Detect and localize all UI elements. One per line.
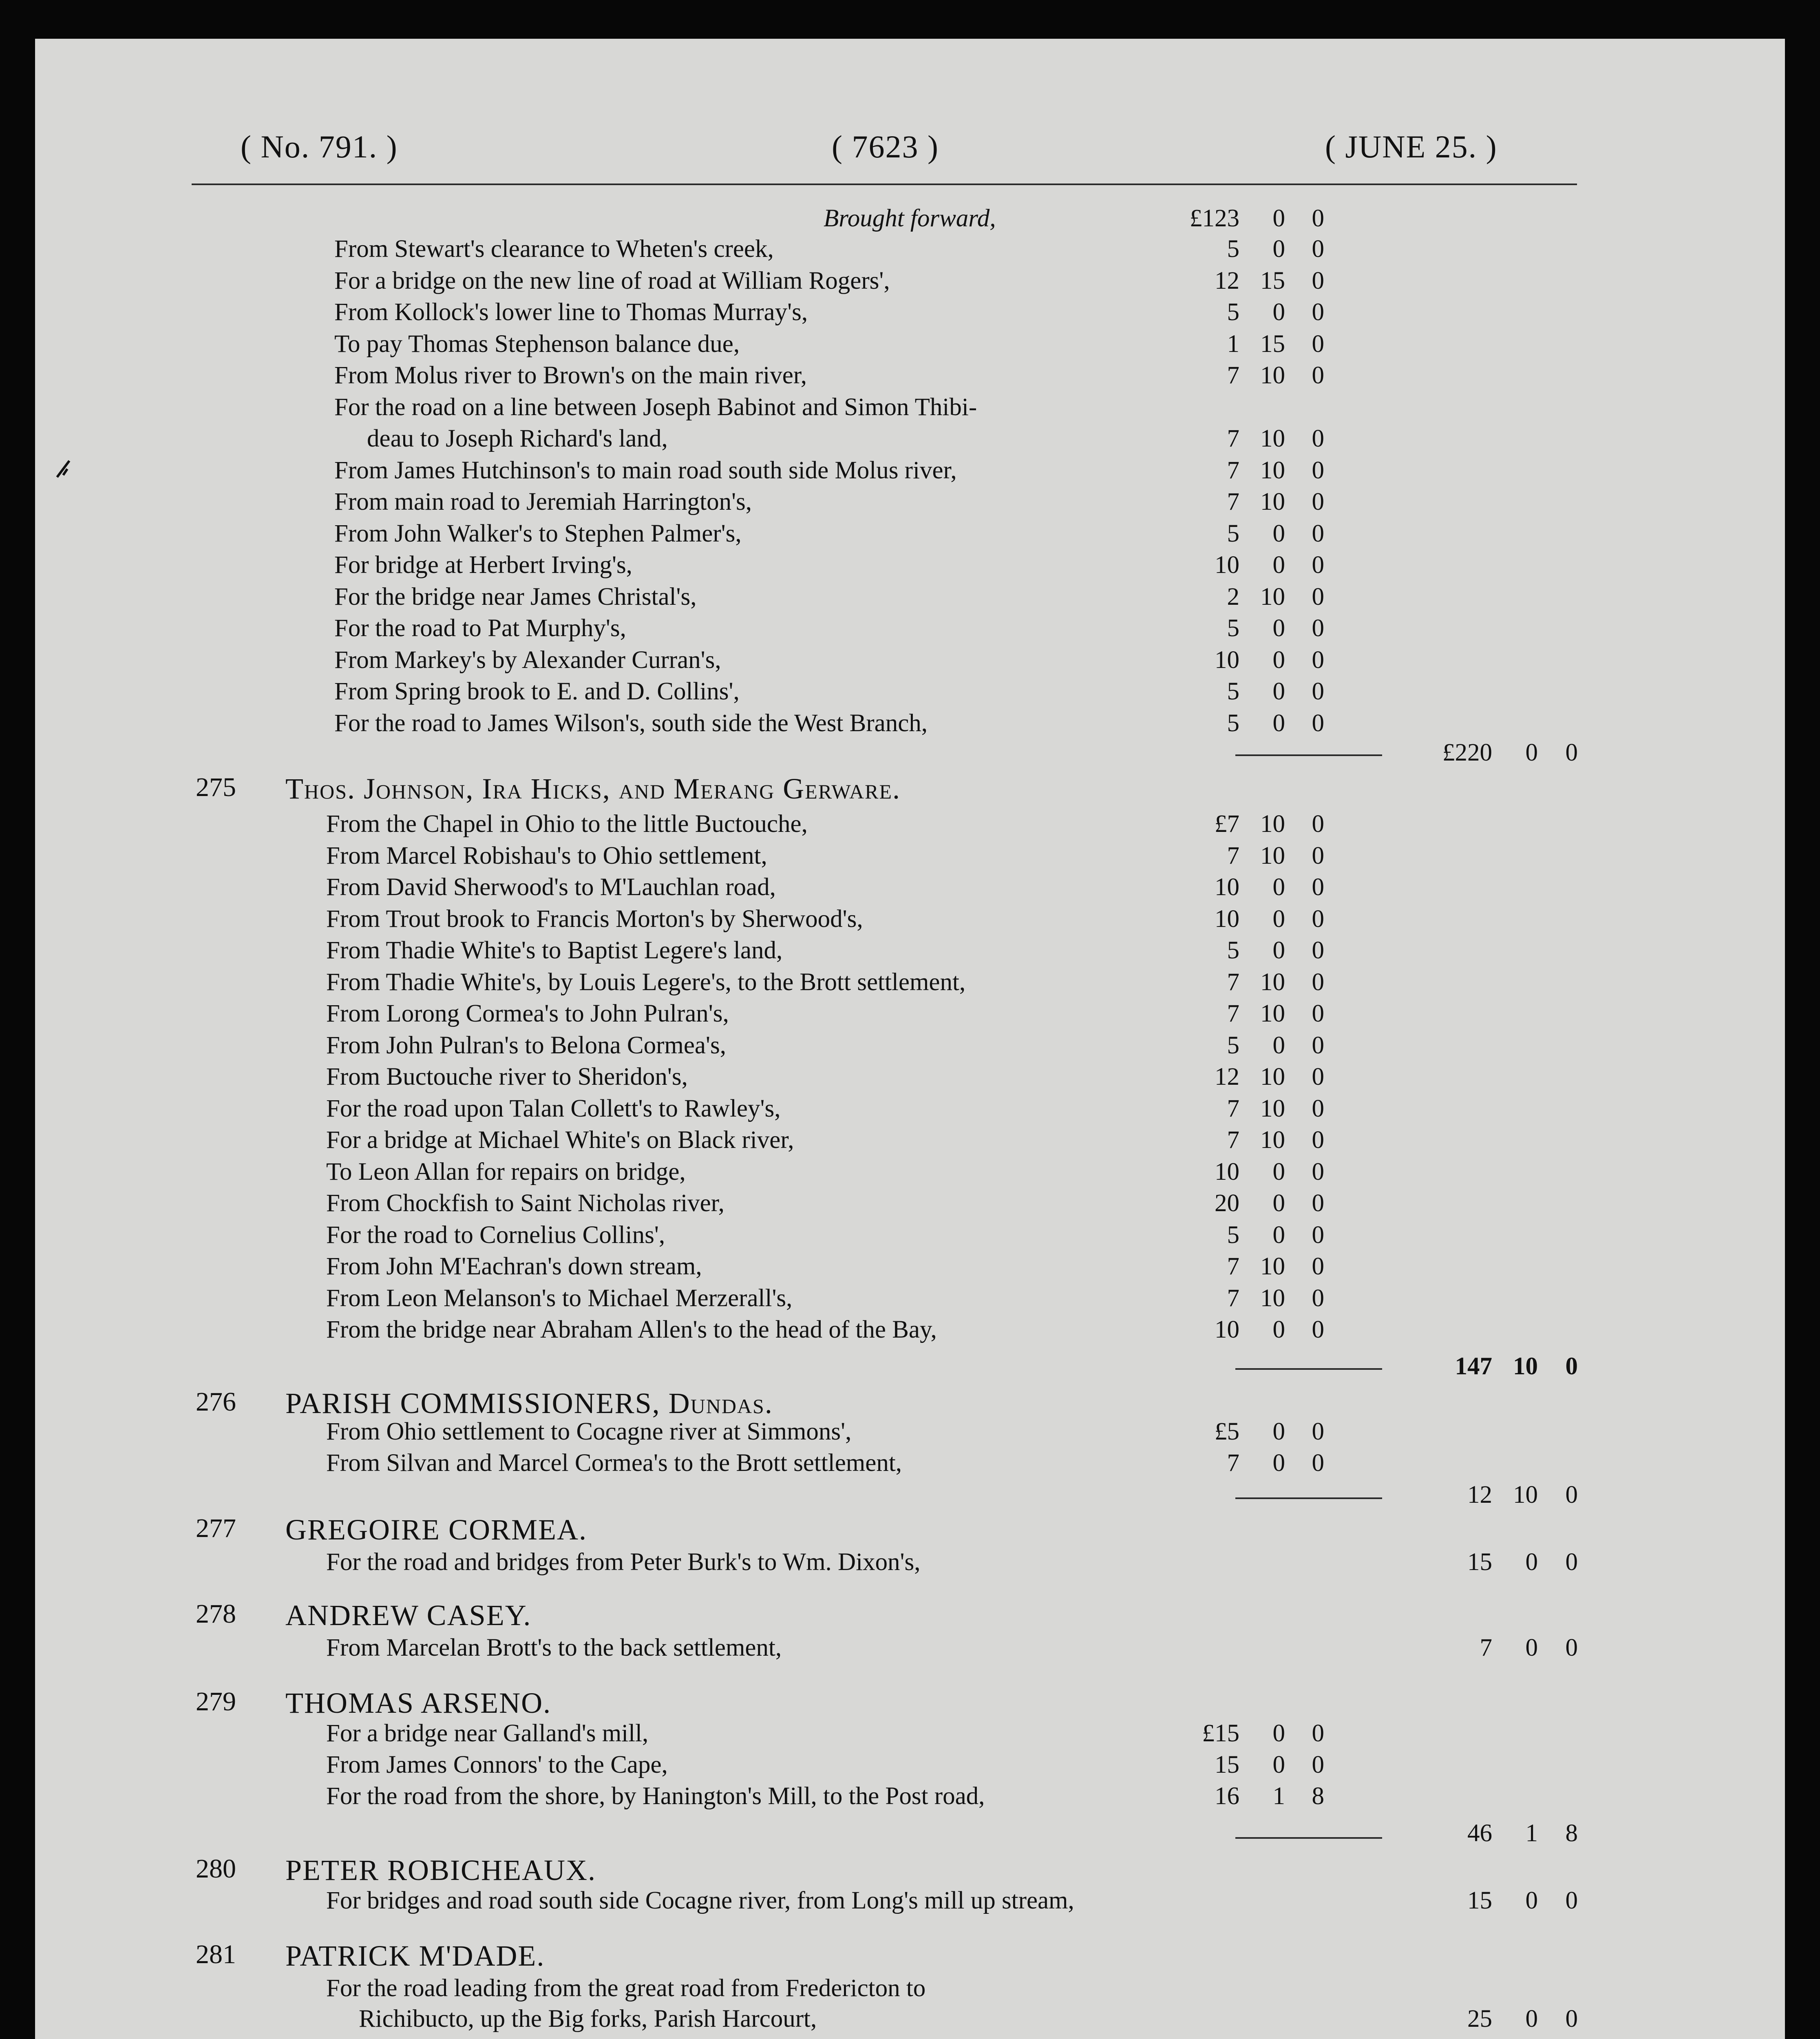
block1_lines-line-pence: 0 xyxy=(1312,488,1324,515)
block2-total-shillings: 10 xyxy=(1513,1353,1538,1380)
block2_lines-line-shillings: 10 xyxy=(1260,842,1285,869)
block2_lines-line-pence: 0 xyxy=(1312,937,1324,964)
entry-280-number: 280 xyxy=(196,1854,236,1884)
block4-total-pence: 8 xyxy=(1565,1820,1578,1847)
block2_lines-line-pence: 0 xyxy=(1312,810,1324,838)
block1_lines-line-pence: 0 xyxy=(1312,456,1324,484)
block1_lines-line-shillings: 10 xyxy=(1260,456,1285,484)
block4_lines-line-pounds: 16 xyxy=(1215,1782,1239,1810)
block1_lines-line-shillings: 0 xyxy=(1272,709,1285,737)
block2_lines-line-pence: 0 xyxy=(1312,905,1324,933)
block4-total-pounds: 46 xyxy=(1467,1820,1492,1847)
entry-281-text-cont: Richibucto, up the Big forks, Parish Harcourt, xyxy=(359,2005,817,2032)
block1_lines-line-shillings: 15 xyxy=(1260,267,1285,294)
brought-forward-pounds: £123 xyxy=(1190,205,1239,232)
block3_lines-line-pence: 0 xyxy=(1312,1418,1324,1445)
block2_lines-line-shillings: 10 xyxy=(1260,1253,1285,1280)
block3_lines-line-shillings: 0 xyxy=(1272,1418,1285,1445)
entry-276-name-main: PARISH COMMISSIONERS, xyxy=(285,1387,660,1420)
block4_lines-line-text: From James Connors' to the Cape, xyxy=(326,1751,668,1778)
brought-forward-label: Brought forward, xyxy=(824,205,996,232)
block4_lines-line-text: For the road from the shore, by Hanington's Mill, to the Post road, xyxy=(326,1782,985,1810)
block2_lines-line-pence: 0 xyxy=(1312,1063,1324,1090)
block4-total-rule xyxy=(1235,1837,1382,1839)
block2_lines-line-pence: 0 xyxy=(1312,1253,1324,1280)
block1_lines-line-text: For a bridge on the new line of road at William Rogers', xyxy=(334,267,890,294)
block2_lines-line-pounds: 12 xyxy=(1215,1063,1239,1090)
block2_lines-line-shillings: 0 xyxy=(1272,905,1285,933)
entry-281-shillings: 0 xyxy=(1525,2005,1538,2032)
block3-total-pounds: 12 xyxy=(1467,1481,1492,1508)
block2_lines-line-text: From John M'Eachran's down stream, xyxy=(326,1253,702,1280)
block4-total-shillings: 1 xyxy=(1525,1820,1538,1847)
block2_lines-line-text: From John Pulran's to Belona Cormea's, xyxy=(326,1031,726,1059)
block1_lines-line-pence: 0 xyxy=(1312,615,1324,642)
entry-277-pence: 0 xyxy=(1565,1548,1578,1576)
block2_lines-line-text: From Thadie White's to Baptist Legere's land, xyxy=(326,937,783,964)
document-page xyxy=(35,39,1785,2039)
block1_lines-line-shillings: 0 xyxy=(1272,299,1285,326)
block4_lines-line-pence: 0 xyxy=(1312,1720,1324,1747)
block2_lines-line-text: From Chockfish to Saint Nicholas river, xyxy=(326,1190,724,1217)
entry-281-number: 281 xyxy=(196,1939,236,1969)
block1_lines-line-pence: 0 xyxy=(1312,267,1324,294)
block1_lines-line-pounds: 5 xyxy=(1227,520,1239,547)
block2_lines-line-pounds: 5 xyxy=(1227,937,1239,964)
block1_lines-line-shillings: 0 xyxy=(1272,551,1285,579)
block1_lines-line-text: From Kollock's lower line to Thomas Murray's, xyxy=(334,299,808,326)
entry-277-number: 277 xyxy=(196,1513,236,1543)
block1_lines-line-pence: 0 xyxy=(1312,299,1324,326)
block4_lines-line-pounds: 15 xyxy=(1215,1751,1239,1778)
block4_lines-line-pence: 0 xyxy=(1312,1751,1324,1778)
entry-278-pounds: 7 xyxy=(1480,1634,1492,1661)
block3_lines-line-shillings: 0 xyxy=(1272,1449,1285,1477)
block2_lines-line-pounds: 7 xyxy=(1227,1284,1239,1312)
block2_lines-line-pounds: 7 xyxy=(1227,1095,1239,1122)
block2_lines-line-pence: 0 xyxy=(1312,1316,1324,1343)
block2_lines-line-pounds: £7 xyxy=(1215,810,1239,838)
block1-total-rule xyxy=(1235,754,1382,756)
block1_lines-line-pence: 0 xyxy=(1312,583,1324,610)
block2_lines-line-text: For the road upon Talan Collett's to Rawley's, xyxy=(326,1095,781,1122)
block2_lines-line-pounds: 10 xyxy=(1215,1158,1239,1185)
block1_lines-line-text: For the road to James Wilson's, south side the West Branch, xyxy=(334,709,928,737)
block1_lines-line-pounds: 5 xyxy=(1227,678,1239,705)
brought-forward-pence: 0 xyxy=(1312,205,1324,232)
block1_lines-line-pence: 0 xyxy=(1312,709,1324,737)
block2_lines-line-shillings: 0 xyxy=(1272,937,1285,964)
block1_lines-line-pounds: 10 xyxy=(1215,646,1239,674)
block2_lines-line-pence: 0 xyxy=(1312,1284,1324,1312)
entry-275-name: Thos. Johnson, Ira Hicks, and Merang Gerware. xyxy=(285,772,901,805)
block2-total-pounds: 147 xyxy=(1455,1353,1492,1380)
entry-278-text: From Marcelan Brott's to the back settlement, xyxy=(326,1634,782,1661)
block3-total-shillings: 10 xyxy=(1513,1481,1538,1508)
block2_lines-line-shillings: 0 xyxy=(1272,874,1285,901)
block2_lines-line-shillings: 10 xyxy=(1260,1126,1285,1154)
entry-277-pounds: 15 xyxy=(1467,1548,1492,1576)
block1_lines-line-pounds: 5 xyxy=(1227,299,1239,326)
block2_lines-line-text: From Leon Melanson's to Michael Merzerall's, xyxy=(326,1284,793,1312)
block4_lines-line-text: For a bridge near Galland's mill, xyxy=(326,1720,649,1747)
block2_lines-line-text: From Lorong Cormea's to John Pulran's, xyxy=(326,1000,729,1027)
block2_lines-line-shillings: 0 xyxy=(1272,1221,1285,1249)
block1_lines-line-text: From Molus river to Brown's on the main river, xyxy=(334,362,807,389)
block2_lines-line-shillings: 10 xyxy=(1260,1095,1285,1122)
block2_lines-line-pence: 0 xyxy=(1312,1221,1324,1249)
block3_lines-line-pounds: £5 xyxy=(1215,1418,1239,1445)
block1_lines-line-text: For the road on a line between Joseph Babinot and Simon Thibi- xyxy=(334,393,977,421)
block2_lines-line-pence: 0 xyxy=(1312,1000,1324,1027)
block1_lines-line-shillings: 10 xyxy=(1260,425,1285,452)
block2_lines-line-pence: 0 xyxy=(1312,1190,1324,1217)
block1_lines-line-shillings: 0 xyxy=(1272,646,1285,674)
entry-278-name: ANDREW CASEY. xyxy=(285,1599,532,1632)
block1_lines-line-shillings: 0 xyxy=(1272,520,1285,547)
block2_lines-line-pounds: 7 xyxy=(1227,1126,1239,1154)
block1_lines-line-shillings: 0 xyxy=(1272,615,1285,642)
block2_lines-line-shillings: 10 xyxy=(1260,1284,1285,1312)
block2_lines-line-text: For a bridge at Michael White's on Black river, xyxy=(326,1126,794,1154)
block2_lines-line-pounds: 5 xyxy=(1227,1031,1239,1059)
block1_lines-line-pence: 0 xyxy=(1312,362,1324,389)
block1_lines-line-pence: 0 xyxy=(1312,330,1324,358)
block1_lines-line-shillings: 10 xyxy=(1260,362,1285,389)
block1_lines-line-pounds: 7 xyxy=(1227,456,1239,484)
block1_lines-line-pounds: 12 xyxy=(1215,267,1239,294)
block1_lines-line-pounds: 5 xyxy=(1227,709,1239,737)
block2_lines-line-text: From the Chapel in Ohio to the little Buctouche, xyxy=(326,810,808,838)
entry-277-text: For the road and bridges from Peter Burk's to Wm. Dixon's, xyxy=(326,1548,921,1576)
block4_lines-line-shillings: 0 xyxy=(1272,1751,1285,1778)
block2_lines-line-shillings: 10 xyxy=(1260,1000,1285,1027)
block2_lines-line-pence: 0 xyxy=(1312,1158,1324,1185)
block2_lines-line-text: From David Sherwood's to M'Lauchlan road, xyxy=(326,874,776,901)
block1_lines-line-pence: 0 xyxy=(1312,646,1324,674)
block1_lines-line-pounds: 5 xyxy=(1227,615,1239,642)
header-rule xyxy=(192,184,1577,185)
block1-total-pounds: £220 xyxy=(1442,739,1492,766)
entry-280-pence: 0 xyxy=(1565,1887,1578,1914)
block2_lines-line-shillings: 0 xyxy=(1272,1031,1285,1059)
block2_lines-line-pence: 0 xyxy=(1312,1095,1324,1122)
block4_lines-line-shillings: 0 xyxy=(1272,1720,1285,1747)
block1_lines-line-shillings: 10 xyxy=(1260,583,1285,610)
header-page: ( 7623 ) xyxy=(832,129,939,164)
entry-280-name: PETER ROBICHEAUX. xyxy=(285,1854,596,1886)
block2_lines-line-shillings: 0 xyxy=(1272,1158,1285,1185)
entry-281-pence: 0 xyxy=(1565,2005,1578,2032)
block2_lines-line-pounds: 20 xyxy=(1215,1190,1239,1217)
block1_lines-line-shillings: 0 xyxy=(1272,678,1285,705)
block3-total-rule xyxy=(1235,1497,1382,1499)
block2_lines-line-pounds: 10 xyxy=(1215,874,1239,901)
block1_lines-line-pounds: 5 xyxy=(1227,235,1239,263)
block1_lines-line-pounds: 7 xyxy=(1227,425,1239,452)
block1_lines-line-text: For the road to Pat Murphy's, xyxy=(334,615,626,642)
block2_lines-line-shillings: 0 xyxy=(1272,1316,1285,1343)
block2_lines-line-pence: 0 xyxy=(1312,1031,1324,1059)
block2_lines-line-text: To Leon Allan for repairs on bridge, xyxy=(326,1158,686,1185)
header-date: ( JUNE 25. ) xyxy=(1325,129,1498,164)
block1_lines-line-text: From Markey's by Alexander Curran's, xyxy=(334,646,721,674)
block3_lines-line-text: From Silvan and Marcel Cormea's to the Brott settlement, xyxy=(326,1449,902,1477)
entry-277-shillings: 0 xyxy=(1525,1548,1538,1576)
block1_lines-line-pence: 0 xyxy=(1312,678,1324,705)
block1_lines-line-shillings: 15 xyxy=(1260,330,1285,358)
block3-total-pence: 0 xyxy=(1565,1481,1578,1508)
block2_lines-line-shillings: 10 xyxy=(1260,968,1285,996)
block1_lines-line-pounds: 10 xyxy=(1215,551,1239,579)
block2_lines-line-text: From Buctouche river to Sheridon's, xyxy=(326,1063,688,1090)
block2_lines-line-pounds: 7 xyxy=(1227,1000,1239,1027)
entry-280-shillings: 0 xyxy=(1525,1887,1538,1914)
block1-total-pence: 0 xyxy=(1565,739,1578,766)
entry-279-name: THOMAS ARSENO. xyxy=(285,1687,552,1719)
block4_lines-line-pence: 8 xyxy=(1312,1782,1324,1810)
block1_lines-line-text: From John Walker's to Stephen Palmer's, xyxy=(334,520,742,547)
entry-275-number: 275 xyxy=(196,772,236,802)
block2_lines-line-text: For the road to Cornelius Collins', xyxy=(326,1221,665,1249)
entry-279-number: 279 xyxy=(196,1687,236,1716)
block2_lines-line-text: From Thadie White's, by Louis Legere's, to the Brott settlement, xyxy=(326,968,966,996)
block1_lines-line-pounds: 7 xyxy=(1227,488,1239,515)
block2_lines-line-pounds: 5 xyxy=(1227,1221,1239,1249)
entry-276-parish: Dundas. xyxy=(668,1387,773,1420)
block2_lines-line-shillings: 10 xyxy=(1260,810,1285,838)
block4_lines-line-pounds: £15 xyxy=(1202,1720,1239,1747)
entry-281-pounds: 25 xyxy=(1467,2005,1492,2032)
block3_lines-line-pounds: 7 xyxy=(1227,1449,1239,1477)
entry-281-text: For the road leading from the great road from Fredericton to xyxy=(326,1975,926,2002)
block2-total-pence: 0 xyxy=(1565,1353,1578,1380)
block1_lines-line-pounds: 2 xyxy=(1227,583,1239,610)
block2_lines-line-shillings: 0 xyxy=(1272,1190,1285,1217)
block1_lines-line-text: From main road to Jeremiah Harrington's, xyxy=(334,488,752,515)
block1_lines-line-pounds: 7 xyxy=(1227,362,1239,389)
block2-total-rule xyxy=(1235,1368,1382,1370)
block1_lines-line-text: To pay Thomas Stephenson balance due, xyxy=(334,330,740,358)
block4_lines-line-shillings: 1 xyxy=(1272,1782,1285,1810)
entry-277-name: GREGOIRE CORMEA. xyxy=(285,1513,588,1546)
block2_lines-line-pence: 0 xyxy=(1312,842,1324,869)
block2_lines-line-pence: 0 xyxy=(1312,874,1324,901)
entry-276-number: 276 xyxy=(196,1387,236,1417)
entry-281-name: PATRICK M'DADE. xyxy=(285,1939,545,1972)
entry-280-text: For bridges and road south side Cocagne river, from Long's mill up stream, xyxy=(326,1887,1074,1914)
block2_lines-line-pounds: 7 xyxy=(1227,1253,1239,1280)
entry-278-number: 278 xyxy=(196,1599,236,1629)
block1_lines-line-pence: 0 xyxy=(1312,551,1324,579)
header-number: ( No. 791. ) xyxy=(241,129,398,164)
block2_lines-line-pounds: 10 xyxy=(1215,905,1239,933)
block1_lines-line-shillings: 10 xyxy=(1260,488,1285,515)
block1_lines-line-shillings: 0 xyxy=(1272,235,1285,263)
block2_lines-line-shillings: 10 xyxy=(1260,1063,1285,1090)
entry-278-pence: 0 xyxy=(1565,1634,1578,1661)
block2_lines-line-pounds: 7 xyxy=(1227,968,1239,996)
brought-forward-shillings: 0 xyxy=(1272,205,1285,232)
entry-280-pounds: 15 xyxy=(1467,1887,1492,1914)
block1_lines-line-text: deau to Joseph Richard's land, xyxy=(367,425,668,452)
block2_lines-line-pence: 0 xyxy=(1312,1126,1324,1154)
block1_lines-line-pence: 0 xyxy=(1312,425,1324,452)
block1_lines-line-pounds: 1 xyxy=(1227,330,1239,358)
block1_lines-line-text: From Spring brook to E. and D. Collins', xyxy=(334,678,740,705)
block1_lines-line-text: For the bridge near James Christal's, xyxy=(334,583,697,610)
entry-278-shillings: 0 xyxy=(1525,1634,1538,1661)
block2_lines-line-text: From Trout brook to Francis Morton's by Sherwood's, xyxy=(326,905,863,933)
entry-276-name xyxy=(285,1389,773,1418)
block1_lines-line-pence: 0 xyxy=(1312,235,1324,263)
block2_lines-line-text: From the bridge near Abraham Allen's to the head of the Bay, xyxy=(326,1316,937,1343)
block1_lines-line-text: For bridge at Herbert Irving's, xyxy=(334,551,632,579)
block2_lines-line-pounds: 10 xyxy=(1215,1316,1239,1343)
block1_lines-line-pence: 0 xyxy=(1312,520,1324,547)
margin-tick-mark xyxy=(53,457,77,481)
block3_lines-line-pence: 0 xyxy=(1312,1449,1324,1477)
block2_lines-line-pounds: 7 xyxy=(1227,842,1239,869)
block1_lines-line-text: From Stewart's clearance to Wheten's creek, xyxy=(334,235,774,263)
block1-total-shillings: 0 xyxy=(1525,739,1538,766)
block2_lines-line-text: From Marcel Robishau's to Ohio settlement, xyxy=(326,842,767,869)
block1_lines-line-text: From James Hutchinson's to main road south side Molus river, xyxy=(334,456,957,484)
block3_lines-line-text: From Ohio settlement to Cocagne river at Simmons', xyxy=(326,1418,852,1445)
block2_lines-line-pence: 0 xyxy=(1312,968,1324,996)
